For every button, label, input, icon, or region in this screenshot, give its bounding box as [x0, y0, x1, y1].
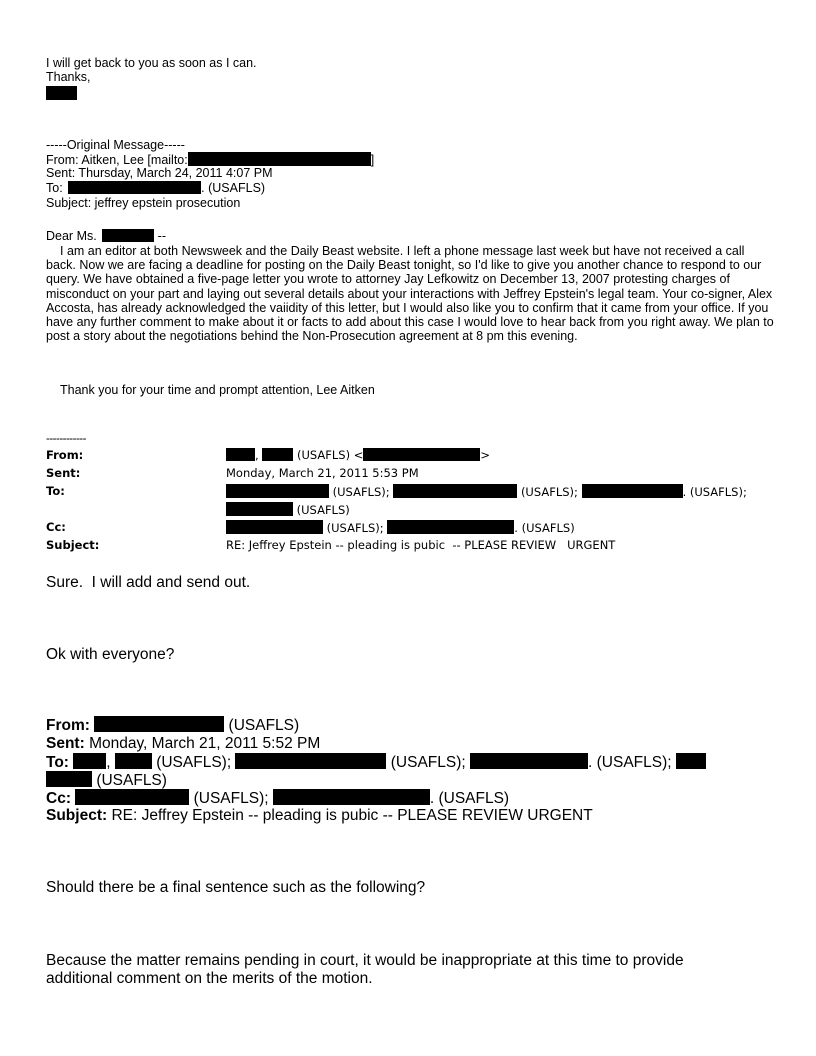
email2-separator: ------------	[46, 433, 86, 445]
email2-to-value-line2: (USAFLS)	[226, 502, 350, 517]
email2-from-label: From:	[46, 448, 84, 462]
redaction	[262, 448, 293, 461]
redaction	[94, 716, 224, 732]
redaction	[75, 789, 189, 805]
greeting-suffix: --	[157, 229, 166, 243]
redaction	[387, 520, 514, 534]
original-to-line	[46, 181, 265, 195]
email3-to-line1: To: , (USAFLS); (USAFLS); . (USAFLS);	[46, 753, 706, 772]
redaction	[235, 753, 386, 769]
original-signoff: Thank you for your time and prompt attention, Lee Aitken	[60, 383, 375, 397]
original-message-body	[46, 244, 776, 343]
redaction	[226, 502, 293, 516]
redaction	[46, 771, 92, 787]
redaction-to	[68, 181, 201, 194]
redaction	[115, 753, 152, 769]
original-subject-line: Subject: jeffrey epstein prosecution	[46, 196, 241, 210]
email3-body-1: Should there be a final sentence such as the following?	[46, 879, 426, 896]
email3-cc-label: Cc:	[46, 790, 71, 807]
redaction	[582, 484, 683, 498]
redaction-email	[188, 152, 371, 166]
email3-sent-label: Sent:	[46, 735, 85, 752]
email2-subject-value: RE: Jeffrey Epstein -- pleading is pubic -- PLEASE REVIEW URGENT	[226, 538, 616, 552]
email2-body-2: Ok with everyone?	[46, 646, 175, 663]
redaction	[363, 448, 480, 461]
redaction	[273, 789, 430, 805]
redaction	[226, 520, 323, 534]
redaction	[393, 484, 517, 498]
original-from-line	[46, 152, 374, 167]
email2-sent-value: Monday, March 21, 2011 5:53 PM	[226, 466, 419, 480]
redaction	[226, 484, 329, 498]
redaction	[73, 753, 106, 769]
redaction-greeting-name	[102, 229, 154, 242]
email2-cc-value: (USAFLS); . (USAFLS)	[226, 520, 575, 535]
redaction-signature	[46, 85, 77, 103]
email3-from-label: From:	[46, 717, 90, 734]
email3-body-2: Because the matter remains pending in court, it would be inappropriate at this time to provide additional comment on the merits of the motion.	[46, 952, 684, 987]
email3-from-line: From: (USAFLS)	[46, 717, 300, 734]
greeting-prefix: Dear Ms.	[46, 229, 97, 243]
email3-sent-line: Sent: Monday, March 21, 2011 5:52 PM	[46, 735, 321, 752]
email2-sent-label: Sent:	[46, 466, 81, 480]
email2-to-value-line1: (USAFLS); (USAFLS); . (USAFLS);	[226, 484, 747, 499]
email2-body-1: Sure. I will add and send out.	[46, 574, 251, 591]
email3-to-line2: (USAFLS)	[46, 771, 167, 790]
redaction	[226, 448, 255, 461]
email2-from-value: , (USAFLS) < >	[226, 448, 490, 462]
original-from-prefix: From: Aitken, Lee [mailto:	[46, 153, 188, 167]
email3-subject-label: Subject:	[46, 807, 108, 824]
original-message-separator: -----Original Message-----	[46, 138, 185, 152]
original-to-suffix: . (USAFLS)	[201, 181, 266, 195]
email3-subject-line: Subject: RE: Jeffrey Epstein -- pleading is pubic -- PLEASE REVIEW URGENT	[46, 807, 593, 824]
original-body-text: I am an editor at both Newsweek and the Daily Beast website. I left a phone message last week but have not received a call back. Now we are facing a deadline for posting on the Daily Beast tonight, so I'd like to give you another chance to respond to our query. We have obtained a five-page letter you wrote to attorney Jay Lefkowitz on December 13, 2007 protesting charges of misconduct on your part and laying out several details about your interactions with Jeffrey Epstein's legal team. Your co-signer, Alex Accosta, has already acknowledged the vaiidity of this letter, but I would also like you to confirm that it came from your office. If you have any further comment to make about it or facts to add about this case I would love to hear back from you right away. We plan to post a story about the negotiations behind the Non-Prosecution agreement at 8 pm this evening.	[46, 244, 774, 344]
email3-to-label: To:	[46, 754, 69, 771]
original-to-prefix: To:	[46, 181, 63, 195]
redaction	[470, 753, 588, 769]
email2-cc-label: Cc:	[46, 520, 66, 534]
original-sent-line: Sent: Thursday, March 24, 2011 4:07 PM	[46, 166, 273, 180]
original-from-suffix: ]	[370, 153, 375, 167]
email2-to-label: To:	[46, 484, 65, 498]
email2-subject-label: Subject:	[46, 538, 100, 552]
redaction	[676, 753, 706, 769]
greeting-line	[46, 229, 166, 243]
reply-line-2: Thanks,	[46, 70, 91, 84]
email3-cc-line: Cc: (USAFLS); . (USAFLS)	[46, 790, 510, 807]
reply-line-1: I will get back to you as soon as I can.	[46, 56, 257, 70]
